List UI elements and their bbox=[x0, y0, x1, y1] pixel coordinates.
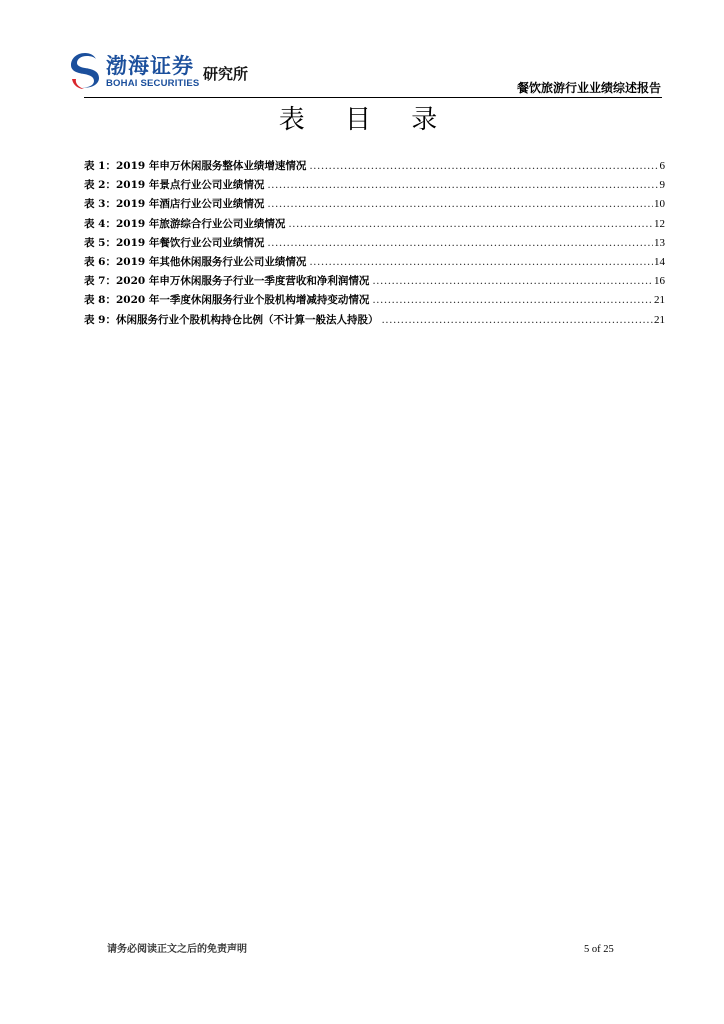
toc-leader-dots bbox=[309, 157, 658, 176]
toc-entry-label: 表 9：休闲服务行业个股机构持仓比例（不计算一般法人持股） bbox=[84, 313, 379, 326]
toc-entry[interactable] bbox=[84, 291, 665, 310]
toc-leader-dots bbox=[381, 311, 653, 330]
bohai-logo-mark-icon bbox=[68, 52, 102, 90]
table-of-tables-title: 表 目 录 bbox=[278, 105, 454, 135]
toc-leader-dots bbox=[372, 272, 653, 291]
toc-entry-page: 6 bbox=[659, 160, 665, 172]
toc-entry[interactable] bbox=[84, 253, 665, 272]
toc-entry-page: 10 bbox=[654, 198, 665, 211]
toc-entry-label: 表 5：2019 年餐饮行业公司业绩情况 bbox=[84, 236, 265, 249]
toc-leader-dots bbox=[267, 234, 653, 253]
footer-disclaimer: 请务必阅读正文之后的免责声明 bbox=[107, 944, 247, 955]
toc-leader-dots bbox=[267, 176, 658, 195]
toc-entry-page: 13 bbox=[654, 236, 665, 249]
toc-entry-label: 表 6：2019 年其他休闲服务行业公司业绩情况 bbox=[84, 255, 307, 268]
toc-entry[interactable] bbox=[84, 311, 665, 330]
report-title: 餐饮旅游行业业绩综述报告 bbox=[516, 81, 661, 95]
toc-entry[interactable] bbox=[84, 234, 665, 253]
toc-entry-label: 表 4：2019 年旅游综合行业公司业绩情况 bbox=[84, 217, 286, 230]
toc-leader-dots bbox=[372, 291, 653, 310]
toc-entry[interactable] bbox=[84, 157, 665, 176]
toc-entry-page: 14 bbox=[654, 255, 665, 268]
toc-entry-label: 表 2：2019 年景点行业公司业绩情况 bbox=[84, 179, 265, 192]
toc-entry[interactable] bbox=[84, 215, 665, 234]
institute-name: 研究所 bbox=[203, 65, 249, 83]
toc-leader-dots bbox=[288, 215, 653, 234]
toc-entry-page: 21 bbox=[654, 294, 665, 307]
toc-entry-label: 表 1：2019 年申万休闲服务整体业绩增速情况 bbox=[84, 160, 307, 172]
toc-leader-dots bbox=[309, 253, 653, 272]
toc-entry-label: 表 3：2019 年酒店行业公司业绩情况 bbox=[84, 198, 265, 211]
logo-chinese-name: 渤海证券 bbox=[106, 54, 194, 78]
toc-entry[interactable] bbox=[84, 272, 665, 291]
toc-entry-page: 21 bbox=[654, 313, 665, 326]
header-divider bbox=[84, 97, 662, 98]
table-of-tables-list bbox=[84, 157, 665, 330]
toc-entry-label: 表 7：2020 年申万休闲服务子行业一季度营收和净利润情况 bbox=[84, 275, 370, 288]
toc-leader-dots bbox=[267, 195, 653, 214]
footer-page-number: 5 of 25 bbox=[584, 944, 614, 955]
toc-entry-page: 9 bbox=[659, 179, 665, 192]
toc-entry-page: 16 bbox=[654, 275, 665, 288]
bohai-securities-logo bbox=[68, 52, 268, 94]
toc-entry-label: 表 8：2020 年一季度休闲服务行业个股机构增减持变动情况 bbox=[84, 294, 370, 307]
toc-entry[interactable] bbox=[84, 176, 665, 195]
logo-english-name: BOHAI SECURITIES bbox=[106, 78, 200, 89]
toc-entry[interactable] bbox=[84, 195, 665, 214]
toc-entry-page: 12 bbox=[654, 217, 665, 230]
